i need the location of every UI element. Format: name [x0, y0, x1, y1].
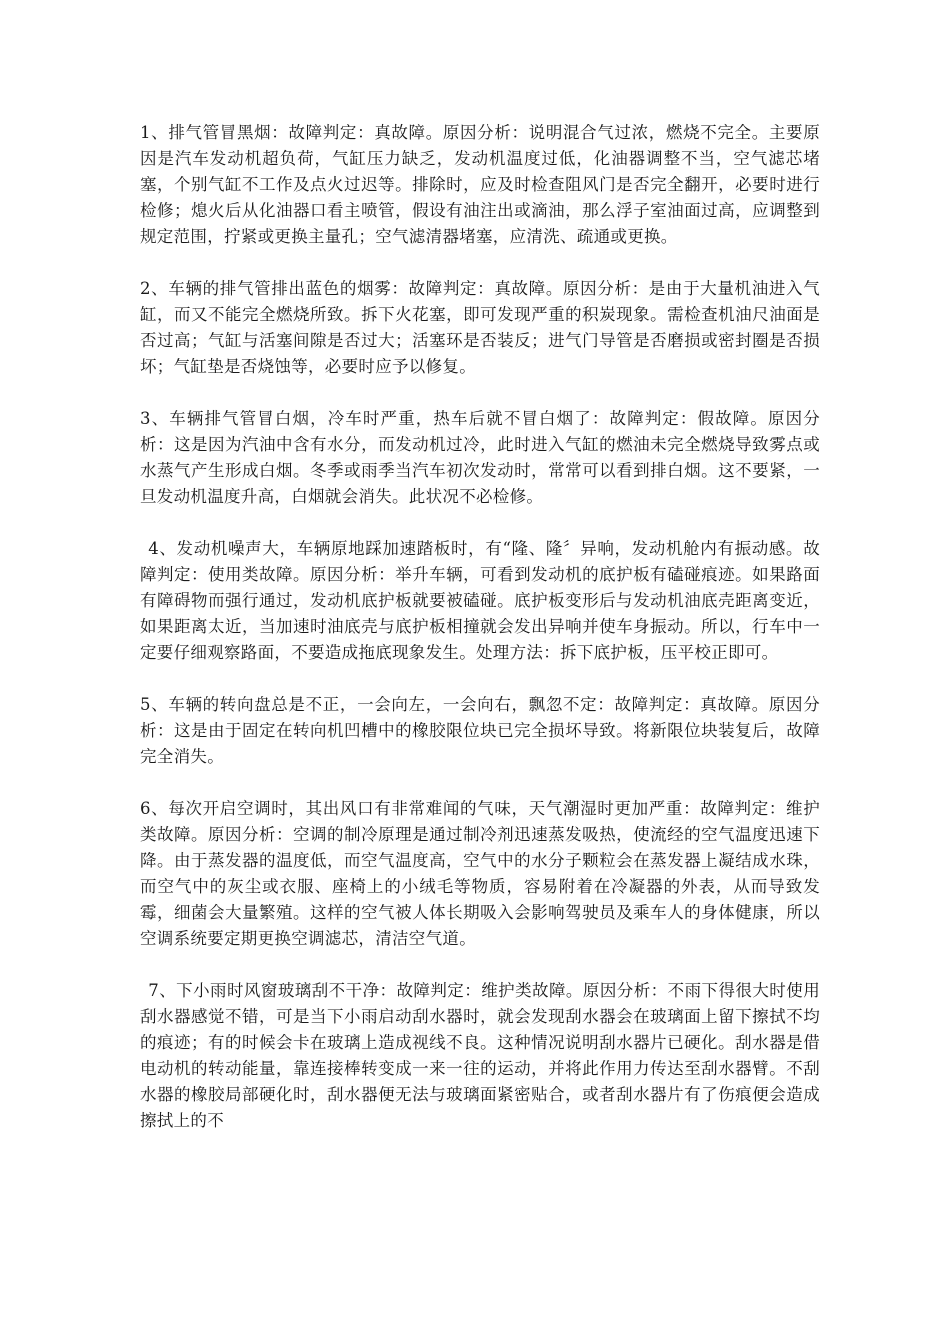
paragraph-4: 4、发动机噪声大，车辆原地踩加速踏板时，有“隆、隆〞异响，发动机舱内有振动感。故障判定：使用类故障。原因分析：举升车辆，可看到发动机的底护板有磕碰痕迹。如果路面有障碍物而强行通过，发动机底护板就要被磕碰。底护板变形后与发动机油底壳距离变近，如果距离太近，当加速时油底壳与底护板相撞就会发出异响并使车身振动。所以，行车中一定要仔细观察路面，不要造成拖底现象发生。处理方法：拆下底护板，压平校正即可。	[140, 539, 820, 662]
paragraph-6: 6、每次开启空调时，其出风口有非常难闻的气味，天气潮湿时更加严重：故障判定：维护类故障。原因分析：空调的制冷原理是通过制冷剂迅速蒸发吸热，使流经的空气温度迅速下降。由于蒸发器的温度低，而空气温度高，空气中的水分子颗粒会在蒸发器上凝结成水珠，而空气中的灰尘或衣服、座椅上的小绒毛等物质，容易附着在冷凝器的外表，从而导致发霉，细菌会大量繁殖。这样的空气被人体长期吸入会影响驾驶员及乘车人的身体健康，所以空调系统要定期更换空调滤芯，清洁空气道。	[140, 799, 820, 948]
paragraph-3: 3、车辆排气管冒白烟，冷车时严重，热车后就不冒白烟了：故障判定：假故障。原因分析：这是因为汽油中含有水分，而发动机过冷，此时进入气缸的燃油未完全燃烧导致雾点或水蒸气产生形成白烟。冬季或雨季当汽车初次发动时，常常可以看到排白烟。这不要紧，一旦发动机温度升高，白烟就会消失。此状况不必检修。	[140, 409, 820, 506]
paragraph-2: 2、车辆的排气管排出蓝色的烟雾：故障判定：真故障。原因分析：是由于大量机油进入气缸，而又不能完全燃烧所致。拆下火花塞，即可发现严重的积炭现象。需检查机油尺油面是否过高；气缸与活塞间隙是否过大；活塞环是否装反；进气门导管是否磨损或密封圈是否损坏；气缸垫是否烧蚀等，必要时应予以修复。	[140, 279, 820, 376]
paragraph-5: 5、车辆的转向盘总是不正，一会向左，一会向右，飘忽不定：故障判定：真故障。原因分析：这是由于固定在转向机凹槽中的橡胶限位块已完全损坏导致。将新限位块装复后，故障完全消失。	[140, 695, 820, 766]
paragraph-7: 7、下小雨时风窗玻璃刮不干净：故障判定：维护类故障。原因分析：不雨下得很大时使用刮水器感觉不错，可是当下小雨启动刮水器时，就会发现刮水器会在玻璃面上留下擦拭不均的痕迹；有的时候会卡在玻璃上造成视线不良。这种情况说明刮水器片已硬化。刮水器是借电动机的转动能量，靠连接棒转变成一来一往的运动，并将此作用力传达至刮水器臂。不刮水器的橡胶局部硬化时，刮水器便无法与玻璃面紧密贴合，或者刮水器片有了伤痕便会造成擦拭上的不	[140, 981, 820, 1130]
paragraph-1: 1、排气管冒黑烟：故障判定：真故障。原因分析：说明混合气过浓，燃烧不完全。主要原因是汽车发动机超负荷，气缸压力缺乏，发动机温度过低，化油器调整不当，空气滤芯堵塞，个别气缸不工作及点火过迟等。排除时，应及时检查阻风门是否完全翻开，必要时进行检修；熄火后从化油器口看主喷管，假设有油注出或滴油，那么浮子室油面过高，应调整到规定范围，拧紧或更换主量孔；空气滤清器堵塞，应清洗、疏通或更换。	[140, 123, 820, 246]
document-body	[140, 120, 820, 1160]
